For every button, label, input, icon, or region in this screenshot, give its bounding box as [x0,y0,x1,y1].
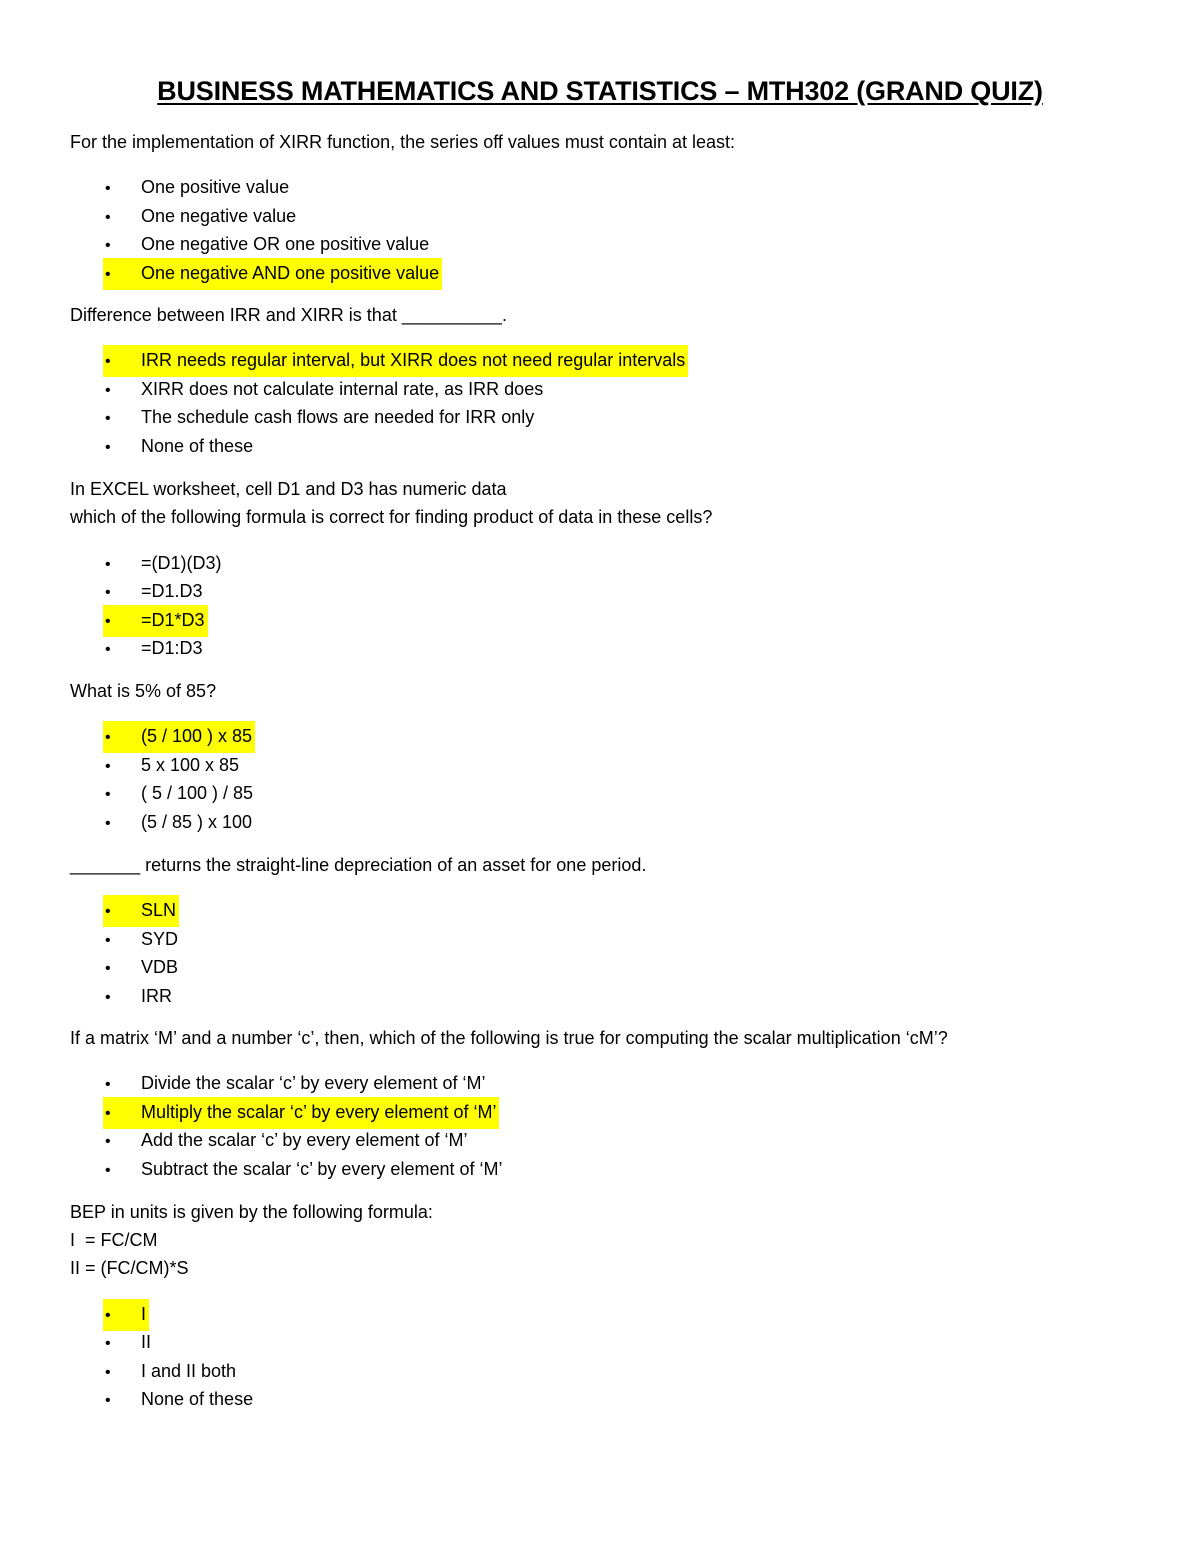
answer-line [103,374,546,406]
answer-option-text: (5 / 100 ) x 85 [141,726,253,747]
answer-highlight [103,345,688,377]
correct-answer-option [0,345,1200,374]
answer-option-text: =D1*D3 [141,609,205,630]
bullet-icon: • [105,584,111,602]
answer-line [103,778,256,810]
answer-option-text: Divide the scalar ‘c’ by every element of ‘M’ [141,1073,486,1094]
question-line: For the implementation of XIRR function, the series off values must contain at least: [70,132,735,152]
answer-option-text: IRR [141,985,172,1006]
answer-line [103,172,292,204]
answer-option [0,576,1200,605]
answer-line [103,807,255,839]
answer-option-text: SYD [141,928,179,949]
answer-line [103,1356,239,1388]
answer-line [103,576,206,608]
bullet-icon: • [105,1076,111,1094]
answer-option-text: Add the scalar ‘c’ by every element of ‘M’ [141,1130,468,1151]
bullet-icon: • [105,814,111,832]
question-5-options [0,895,1200,1009]
answer-line [103,201,299,233]
answer-option [0,402,1200,431]
bullet-icon: • [105,1363,111,1381]
question-4-text [70,677,1150,705]
question-line: What is 5% of 85? [70,681,217,701]
question-1-options [0,172,1200,286]
answer-option [0,981,1200,1010]
answer-option-text: VDB [141,957,179,978]
bullet-icon: • [105,786,111,804]
answer-option [0,924,1200,953]
bullet-icon: • [105,237,111,255]
answer-line [103,1384,256,1416]
bullet-icon: • [105,988,111,1006]
answer-option [0,778,1200,807]
answer-option-text: One positive value [141,177,290,198]
answer-option-text: One negative OR one positive value [141,234,430,255]
answer-line [103,402,537,434]
answer-option-text: The schedule cash flows are needed for IRR only [141,407,535,428]
answer-option [0,1384,1200,1413]
answer-line [103,981,175,1013]
answer-line [103,1154,505,1186]
answer-option [0,172,1200,201]
answer-option [0,1125,1200,1154]
correct-answer-option [0,258,1200,287]
question-line: II = (FC/CM)*S [70,1258,189,1278]
bullet-icon: • [105,410,111,428]
answer-option [0,374,1200,403]
bullet-icon: • [105,1335,111,1353]
answer-option [0,1327,1200,1356]
answer-option-text: One negative AND one positive value [141,262,440,283]
answer-highlight [103,1299,149,1331]
answer-option [0,750,1200,779]
bullet-icon: • [105,1133,111,1151]
question-line: which of the following formula is correct for finding product of data in these cells? [70,507,713,527]
answer-option-text: 5 x 100 x 85 [141,754,240,775]
answer-option [0,1356,1200,1385]
question-6-text [70,1024,1150,1052]
answer-highlight [103,895,179,927]
answer-option-text: None of these [141,1389,254,1410]
question-3-text [70,475,1150,531]
question-2-options [0,345,1200,459]
correct-answer-option [0,1299,1200,1328]
answer-option-text: Multiply the scalar ‘c’ by every element of ‘M’ [141,1101,497,1122]
bullet-icon: • [105,265,111,283]
answer-highlight [103,605,208,637]
bullet-icon: • [105,208,111,226]
bullet-icon: • [105,1161,111,1179]
answer-option-text: SLN [141,900,177,921]
question-line: _______ returns the straight-line depreciation of an asset for one period. [70,855,647,875]
question-2-text [70,301,1150,329]
answer-line [103,952,181,984]
answer-line [103,1125,470,1157]
answer-option-text: I and II both [141,1360,237,1381]
answer-option-text: (5 / 85 ) x 100 [141,811,253,832]
answer-option [0,229,1200,258]
answer-line [103,750,242,782]
answer-option-text: =(D1)(D3) [141,552,222,573]
answer-option-text: Subtract the scalar ‘c’ by every element of ‘M’ [141,1158,503,1179]
answer-option [0,952,1200,981]
bullet-icon: • [105,1306,111,1324]
bullet-icon: • [105,381,111,399]
bullet-icon: • [105,1104,111,1122]
answer-option-text: I [141,1303,147,1324]
question-line: In EXCEL worksheet, cell D1 and D3 has numeric data [70,479,507,499]
answer-option [0,548,1200,577]
bullet-icon: • [105,729,111,747]
answer-line [103,548,225,580]
answer-option-text: None of these [141,435,254,456]
question-line: Difference between IRR and XIRR is that __________. [70,305,507,325]
answer-option [0,431,1200,460]
question-7-text [70,1198,1150,1282]
answer-line [103,431,256,463]
question-4-options [0,721,1200,835]
bullet-icon: • [105,931,111,949]
answer-option-text: II [141,1332,152,1353]
answer-option [0,807,1200,836]
answer-line [103,633,206,665]
bullet-icon: • [105,757,111,775]
answer-option-text: XIRR does not calculate internal rate, as IRR does [141,378,544,399]
answer-highlight [103,258,442,290]
answer-option [0,1068,1200,1097]
question-line: I = FC/CM [70,1230,158,1250]
bullet-icon: • [105,903,111,921]
bullet-icon: • [105,641,111,659]
bullet-icon: • [105,438,111,456]
question-1-text [70,128,1150,156]
question-7-options [0,1299,1200,1413]
answer-option-text: =D1:D3 [141,638,203,659]
answer-option [0,201,1200,230]
bullet-icon: • [105,1392,111,1410]
answer-option [0,633,1200,662]
question-6-options [0,1068,1200,1182]
bullet-icon: • [105,555,111,573]
bullet-icon: • [105,612,111,630]
document-title: BUSINESS MATHEMATICS AND STATISTICS – MTH302 (GRAND QUIZ) [157,76,1043,106]
answer-line [103,1327,154,1359]
correct-answer-option [0,721,1200,750]
question-3-options [0,548,1200,662]
answer-line [103,229,432,261]
question-line: If a matrix ‘M’ and a number ‘c’, then, which of the following is true for computing the scalar multiplication ‘cM’? [70,1028,948,1048]
answer-highlight [103,721,255,753]
correct-answer-option [0,605,1200,634]
correct-answer-option [0,895,1200,924]
answer-option-text: ( 5 / 100 ) / 85 [141,783,254,804]
answer-option [0,1154,1200,1183]
answer-option-text: =D1.D3 [141,581,203,602]
answer-option-text: One negative value [141,205,297,226]
bullet-icon: • [105,353,111,371]
bullet-icon: • [105,180,111,198]
question-5-text [70,851,1150,879]
correct-answer-option [0,1097,1200,1126]
answer-highlight [103,1097,499,1129]
answer-line [103,1068,488,1100]
answer-option-text: IRR needs regular interval, but XIRR does not need regular intervals [141,350,686,371]
answer-line [103,924,181,956]
bullet-icon: • [105,960,111,978]
question-line: BEP in units is given by the following formula: [70,1202,433,1222]
